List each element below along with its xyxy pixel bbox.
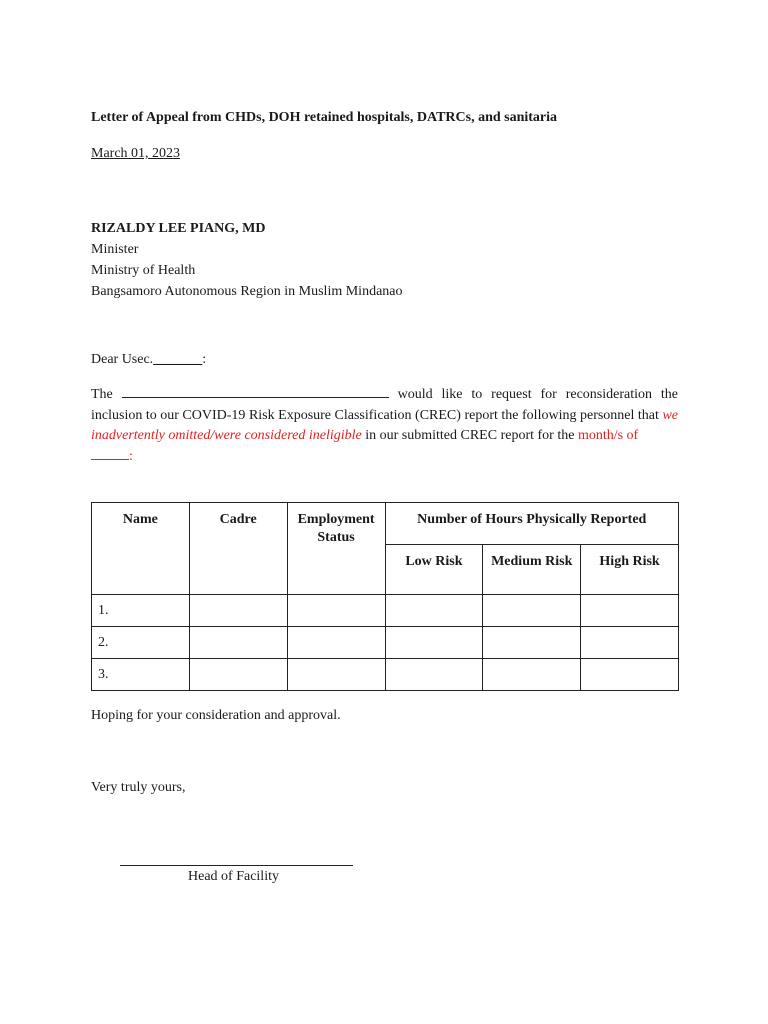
salutation-colon: :: [202, 352, 207, 367]
cell-high[interactable]: [581, 595, 679, 627]
table-row: [92, 627, 679, 659]
cell-medium[interactable]: [483, 659, 581, 691]
sign-off: Very truly yours,: [91, 780, 186, 795]
cell-cadre[interactable]: [189, 659, 287, 691]
recipient-position: Minister: [91, 242, 139, 257]
cell-status[interactable]: [287, 659, 385, 691]
salutation: [91, 352, 206, 369]
month-colon: :: [129, 449, 133, 465]
body-middle: would like to request for reconsideration the inclusion to our COVID-19 Risk Exposure Classification (CREC) report the following personnel that: [91, 387, 679, 423]
body-red-italic: we inadvertently omitted/were considered ineligible: [91, 407, 679, 444]
letter-date: March 01, 2023: [91, 146, 181, 161]
recipient-name: RIZALDY LEE PIANG, MD: [91, 221, 266, 236]
cell-medium[interactable]: [483, 627, 581, 659]
cell-cadre[interactable]: [189, 595, 287, 627]
row-number: 1.: [92, 595, 190, 627]
body-month-label: month/s of: [577, 428, 639, 444]
row-number: 2.: [92, 627, 190, 659]
cell-status[interactable]: [287, 627, 385, 659]
table-row: [92, 595, 679, 627]
salutation-prefix: Dear Usec.: [91, 352, 154, 367]
body-paragraph: [91, 384, 678, 468]
personnel-table: [91, 502, 679, 691]
recipient-region: Bangsamoro Autonomous Region in Muslim Mindanao: [91, 284, 403, 299]
recipient-block: [91, 218, 403, 302]
salutation-blank[interactable]: _______: [153, 352, 203, 367]
cell-medium[interactable]: [483, 595, 581, 627]
header-cadre: Cadre: [189, 503, 287, 595]
row-number: 3.: [92, 659, 190, 691]
header-name: Name: [92, 503, 190, 595]
header-hours-group: Number of Hours Physically Reported: [385, 503, 678, 545]
facility-name-blank[interactable]: [122, 384, 389, 398]
header-high-risk: High Risk: [581, 545, 679, 595]
month-blank[interactable]: [91, 447, 129, 460]
body-after: in our submitted CREC report for the: [365, 428, 575, 444]
cell-status[interactable]: [287, 595, 385, 627]
table-row: [92, 659, 679, 691]
cell-low[interactable]: [385, 595, 483, 627]
header-low-risk: Low Risk: [385, 545, 483, 595]
cell-low[interactable]: [385, 627, 483, 659]
body-start: The: [91, 387, 113, 402]
signatory-label: Head of Facility: [188, 869, 279, 884]
header-medium-risk: Medium Risk: [483, 545, 581, 595]
cell-low[interactable]: [385, 659, 483, 691]
closing-line: Hoping for your consideration and approval.: [91, 708, 341, 723]
cell-cadre[interactable]: [189, 627, 287, 659]
cell-high[interactable]: [581, 627, 679, 659]
recipient-office: Ministry of Health: [91, 263, 196, 278]
cell-high[interactable]: [581, 659, 679, 691]
signature-line[interactable]: [120, 865, 353, 866]
letter-title: Letter of Appeal from CHDs, DOH retained hospitals, DATRCs, and sanitaria: [91, 110, 558, 125]
header-employment-status: Employment Status: [287, 503, 385, 595]
